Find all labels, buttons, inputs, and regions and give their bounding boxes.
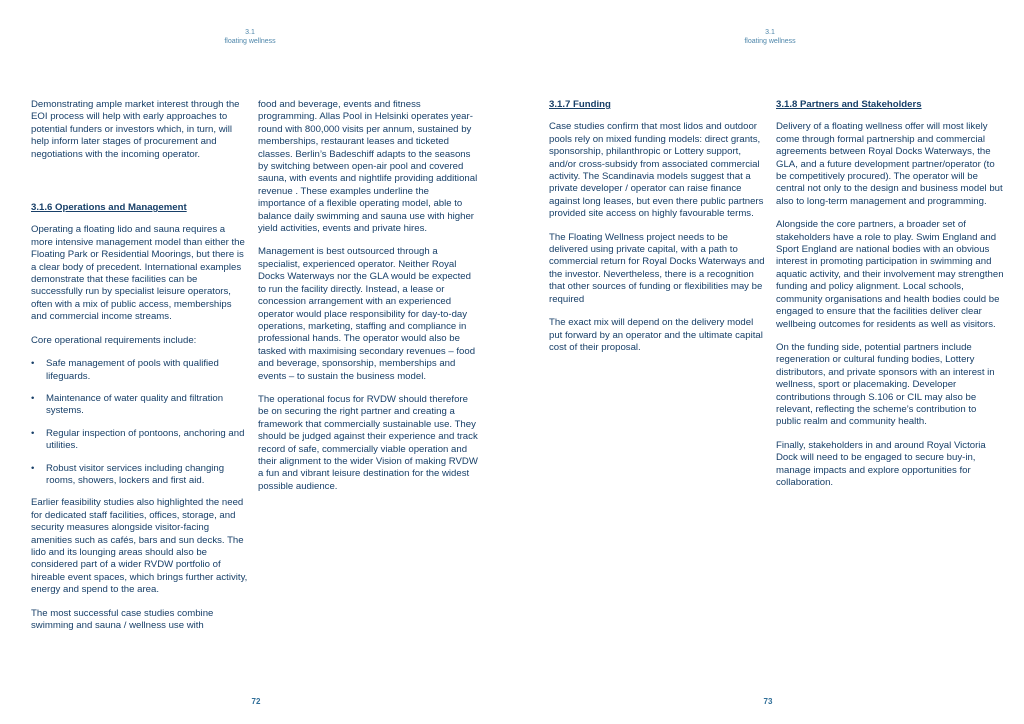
column-2 bbox=[258, 99, 478, 504]
list-item: • Robust visitor services including changing rooms, showers, lockers and first aid. bbox=[31, 463, 249, 488]
section-heading-operations: 3.1.6 Operations and Management bbox=[31, 202, 187, 214]
running-head-title: floating wellness bbox=[744, 38, 796, 45]
paragraph: The Floating Wellness project needs to be delivered using private capital, with a path to commercial return for Royal Docks Waterways and the investor. Nevertheless, there is a recognition that other sources of funding or flexibilities may be required bbox=[549, 231, 765, 305]
paragraph: Demonstrating ample market interest through the EOI process will help with early approaches to potential funders or investors which, in turn, will help inform later stages of procurement and negotiations with the incoming operator. bbox=[31, 99, 240, 160]
paragraph: The operational focus for RVDW should therefore be on securing the right partner and creating a framework that commercially sustainable use. They should be judged against their experience and track record of safe, commercially viable operation and their alignment to the wider Vision of making RVDW a fun and vibrant leisure destination for the widest possible audience. bbox=[258, 393, 478, 492]
right-page bbox=[512, 0, 1024, 724]
paragraph: Finally, stakeholders in and around Royal Victoria Dock will need to be engaged to secure buy-in, manage impacts and explore opportunities for collaboration. bbox=[776, 439, 986, 488]
page-number: 72 bbox=[251, 697, 261, 706]
paragraph: Operating a floating lido and sauna requires a more intensive management model than either the Floating Park or Residential Moorings, but there is a clear body of precedent. International examples demonstrate that these facilities can be successfully run by specialist leisure operators, often with a mix of public access, memberships and commercial income streams. bbox=[31, 224, 245, 323]
running-head-section: 3.1 bbox=[245, 29, 255, 36]
paragraph: Core operational requirements include: bbox=[31, 334, 197, 346]
paragraph: Management is best outsourced through a specialist, experienced operator. Neither Royal Docks Waterways nor the GLA would be expected to run the facility directly. Instead, a lease or concession arrangement with an experienced operator would place responsibility for day-to-day operations, marketing, staffing and compliance in professional hands. The operator would also be tasked with maximising secondary revenues – food and beverage, sponsorship, memberships and events – to sustain the business model. bbox=[258, 246, 476, 382]
paragraph: The exact mix will depend on the delivery model put forward by an operator and the ultimate capital cost of their proposal. bbox=[549, 317, 763, 353]
section-heading-partners: 3.1.8 Partners and Stakeholders bbox=[776, 99, 922, 110]
list-item: • Safe management of pools with qualified lifeguards. bbox=[31, 358, 249, 383]
running-head bbox=[710, 28, 830, 46]
requirements-list bbox=[31, 358, 249, 487]
paragraph: food and beverage, events and fitness programming. Allas Pool in Helsinki operates year-round with 800,000 visits per annum, sustained by memberships, restaurant leases and ticketed classes. Berlin’s Badeschiff adapts to the seasons by switching between open-air pool and covered sauna, with events and nightlife providing additional revenue . These examples underline the importance of a flexible operating model, able to balance daily swimming and sauna use with higher yield activities, events and private hires. bbox=[258, 99, 478, 235]
page-number: 73 bbox=[763, 697, 773, 706]
paragraph: Earlier feasibility studies also highlighted the need for dedicated staff facilities, offices, storage, and security measures alongside visitor-facing amenities such as cafés, bars and sun decks. The lido and its lounging areas should also be considered part of a wider RVDW portfolio of hireable event spaces, which brings further activity, energy and spend to the area. bbox=[31, 497, 248, 596]
running-head bbox=[190, 28, 310, 46]
section-heading-funding: 3.1.7 Funding bbox=[549, 99, 611, 110]
column-3 bbox=[549, 99, 767, 365]
paragraph: Case studies confirm that most lidos and outdoor pools rely on mixed funding models: direct grants, sponsorship, philanthropic or Lottery support, and/or cross-subsidy from associated commercial activity. The Scandinavia models suggest that a private developer / operator can raise finance against long leases, but even there public partners provided site access on highly favourable terms. bbox=[549, 121, 764, 220]
spacer bbox=[31, 172, 249, 202]
running-head-section: 3.1 bbox=[765, 29, 775, 36]
paragraph: Alongside the core partners, a broader set of stakeholders have a role to play. Swim England and Sport England are national bodies with an obvious interest in promoting participation in swimming and aquatic activity, and their involvement may strengthen funding and policy alignment. Local schools, community organisations and health bodies could be engaged to ensure that the facilities deliver clear wellbeing outcomes for residents as well as visitors. bbox=[776, 219, 1004, 330]
paragraph: Delivery of a floating wellness offer will most likely come through formal partnership and commercial agreements between Royal Docks Waterways, the GLA, and a future development partner/operator (to be competitively procured). The operator will be central not only to the design and business model but also to long-term management and programming. bbox=[776, 121, 1003, 207]
paragraph: On the funding side, potential partners include regeneration or cultural funding bodies, Lottery distributors, and private sponsors with an interest in wellness, sport or placemaking. Developer contributions through S.106 or CIL may also be relevant, reflecting the scheme’s contribution to public realm and community health. bbox=[776, 341, 995, 428]
column-1 bbox=[31, 99, 249, 643]
list-item: • Regular inspection of pontoons, anchoring and utilities. bbox=[31, 428, 249, 453]
column-4 bbox=[776, 99, 1004, 500]
running-head-title: floating wellness bbox=[224, 38, 276, 45]
paragraph: The most successful case studies combine swimming and sauna / wellness use with bbox=[31, 607, 214, 631]
list-item: • Maintenance of water quality and filtration systems. bbox=[31, 393, 249, 418]
